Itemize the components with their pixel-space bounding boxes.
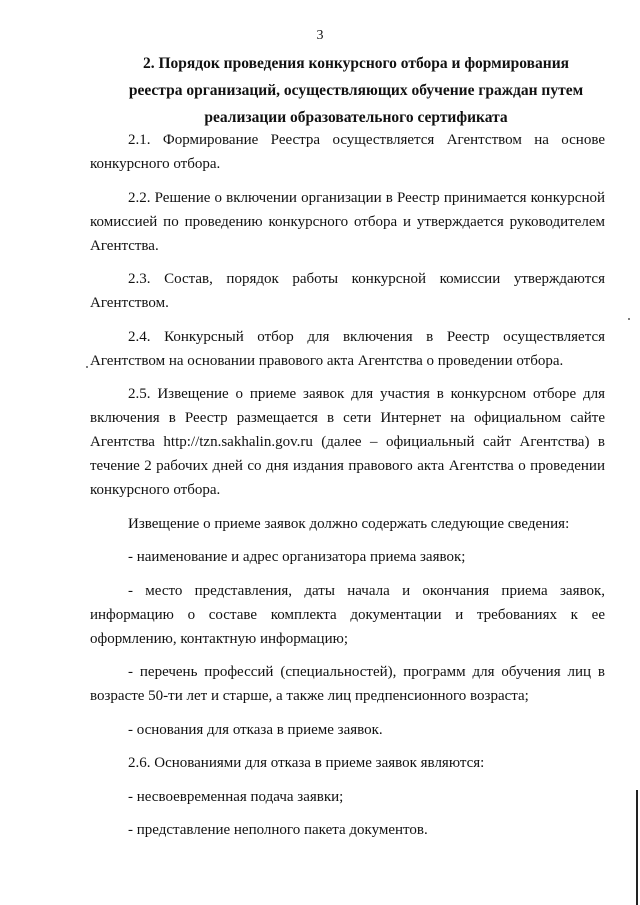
refusal-item: - несвоевременная подача заявки;: [128, 788, 344, 805]
notice-item: - наименование и адрес организатора приема заявок;: [128, 549, 466, 565]
heading-line: 2. Порядок проведения конкурсного отбора и формирования: [142, 55, 570, 72]
notice-intro: Извещение о приеме заявок должно содержать следующие сведения:: [128, 515, 570, 532]
paragraph-2-4: 2.4. Конкурсный отбор для включения в Реестр осуществляется Агентством на основании правового акта Агентства о проведении отбора.: [90, 328, 605, 369]
paragraph-2-1: 2.1. Формирование Реестра осуществляется Агентством на основе конкурсного отбора.: [90, 132, 605, 172]
document-body: [90, 128, 605, 852]
refusal-item: - представление неполного пакета документов.: [128, 822, 428, 838]
paragraph-2-5: 2.5. Извещение о приеме заявок для участия в конкурсном отборе для включения в Реестр размещается в сети Интернет на официальном сайте Агентства http://tzn.sakhalin.gov.ru (далее – официальный сайт Агентства) в течение 2 рабочих дней со дня издания правового акта Агентства о проведении конкурсного отбора.: [90, 386, 605, 498]
notice-item: - место представления, даты начала и окончания приема заявок, информацию о составе комплекта документации и требованиях к ее оформлению, контактную информацию;: [90, 582, 605, 647]
notice-item: - основания для отказа в приеме заявок.: [128, 721, 383, 738]
paragraph-2-6: 2.6. Основаниями для отказа в приеме заявок являются:: [128, 755, 485, 771]
section-heading: [100, 50, 612, 131]
heading-line: реализации образовательного сертификата: [204, 109, 508, 126]
scan-edge-shadow: [636, 790, 638, 905]
scan-speck: [86, 366, 88, 368]
page-number: 3: [316, 28, 324, 43]
scan-speck: [628, 318, 630, 320]
heading-line: реестра организаций, осуществляющих обучение граждан путем: [128, 82, 584, 99]
notice-item: - перечень профессий (специальностей), программ для обучения лиц в возрасте 50-ти лет и старше, а также лиц предпенсионного возраста;: [90, 664, 605, 704]
paragraph-2-2: 2.2. Решение о включении организации в Реестр принимается конкурсной комиссией по проведению конкурсного отбора и утверждается руководителем Агентства.: [90, 189, 605, 254]
paragraph-2-3: 2.3. Состав, порядок работы конкурсной комиссии утверждаются Агентством.: [90, 271, 605, 311]
